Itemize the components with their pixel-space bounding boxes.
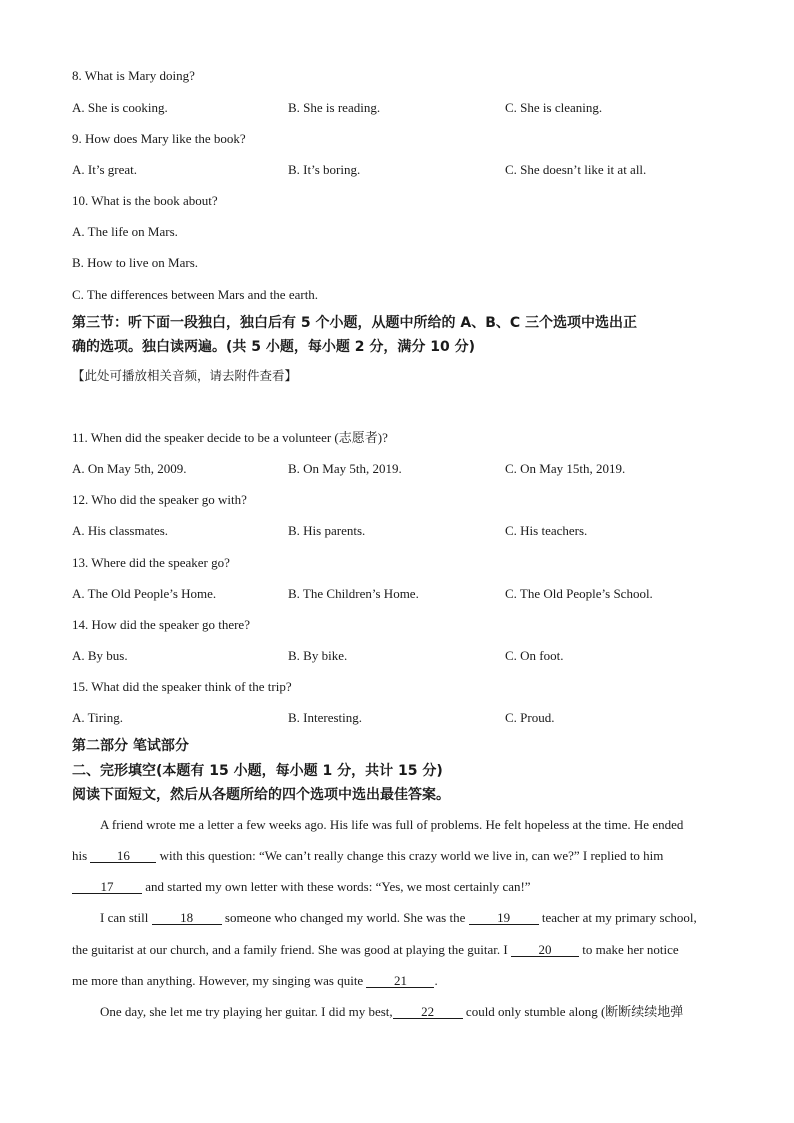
q11-option-a: A. On May 5th, 2009. xyxy=(72,461,187,476)
blank-22: 22 xyxy=(393,1005,463,1019)
q8-option-b: B. She is reading. xyxy=(288,100,381,115)
q14-option-a: A. By bus. xyxy=(72,648,128,663)
q8-option-c: C. She is cleaning. xyxy=(505,100,603,115)
passage-text: and started my own letter with these words: “Yes, we most certainly can!” xyxy=(145,879,531,894)
question-9: 9. How does Mary like the book? xyxy=(72,131,246,146)
passage-text: I can still xyxy=(100,910,149,925)
passage-text: . xyxy=(434,973,438,988)
blank-16: 16 xyxy=(90,849,156,863)
part2-title: 第二部分 笔试部分 xyxy=(72,738,189,754)
passage-text: could only stumble along (断断续续地弹 xyxy=(465,1004,684,1019)
q15-option-c: C. Proud. xyxy=(505,710,555,725)
q14-option-c: C. On foot. xyxy=(505,648,564,663)
blank-17: 17 xyxy=(72,880,142,894)
q10-option-c: C. The differences between Mars and the earth. xyxy=(72,287,319,302)
question-14: 14. How did the speaker go there? xyxy=(72,617,250,632)
q13-option-c: C. The Old People’s School. xyxy=(505,586,653,601)
q14-option-b: B. By bike. xyxy=(288,648,348,663)
blank-19: 19 xyxy=(469,911,539,925)
section3-heading-line1: 第三节：听下面一段独白，独白后有 5 个小题，从题中所给的 A、B、C 三个选项中选出正 xyxy=(72,315,638,331)
passage-text: with this question: “We can’t really change this crazy world we live in, can we?” I replied to him xyxy=(159,848,664,863)
question-10: 10. What is the book about? xyxy=(72,193,218,208)
passage-text: to make her notice xyxy=(582,942,679,957)
q12-option-c: C. His teachers. xyxy=(505,523,588,538)
passage-text: One day, she let me try playing her guitar. I did my best, xyxy=(100,1004,393,1019)
question-13: 13. Where did the speaker go? xyxy=(72,555,230,570)
blank-18: 18 xyxy=(152,911,222,925)
q9-option-a: A. It’s great. xyxy=(72,162,137,177)
q11-option-c: C. On May 15th, 2019. xyxy=(505,461,626,476)
q10-option-a: A. The life on Mars. xyxy=(72,224,178,239)
passage-text: his xyxy=(72,848,88,863)
q13-option-b: B. The Children’s Home. xyxy=(288,586,419,601)
blank-20: 20 xyxy=(511,943,579,957)
passage-line xyxy=(100,910,722,926)
question-8: 8. What is Mary doing? xyxy=(72,68,195,83)
passage-line xyxy=(72,942,722,958)
cloze-title: 二、完形填空(本题有 15 小题，每小题 1 分，共计 15 分) xyxy=(72,763,443,779)
passage-line xyxy=(100,1004,722,1020)
q12-option-b: B. His parents. xyxy=(288,523,366,538)
audio-note: 【此处可播放相关音频，请去附件查看】 xyxy=(72,368,298,383)
passage-text: teacher at my primary school, xyxy=(541,910,697,925)
q15-option-a: A. Tiring. xyxy=(72,710,123,725)
q11-option-b: B. On May 5th, 2019. xyxy=(288,461,402,476)
passage-text: the guitarist at our church, and a family friend. She was good at playing the guitar. I xyxy=(72,942,508,957)
question-11: 11. When did the speaker decide to be a volunteer (志愿者)? xyxy=(72,430,388,445)
passage-text: me more than anything. However, my singing was quite xyxy=(72,973,364,988)
passage-line: A friend wrote me a letter a few weeks ago. His life was full of problems. He felt hopeless at the time. He ended xyxy=(100,817,684,832)
question-15: 15. What did the speaker think of the trip? xyxy=(72,679,292,694)
q8-option-a: A. She is cooking. xyxy=(72,100,168,115)
section3-heading-line2: 确的选项。独白读两遍。(共 5 小题，每小题 2 分，满分 10 分) xyxy=(72,339,476,355)
passage-line xyxy=(72,973,722,989)
q15-option-b: B. Interesting. xyxy=(288,710,363,725)
blank-21: 21 xyxy=(366,974,434,988)
passage-text: someone who changed my world. She was the xyxy=(224,910,466,925)
q10-option-b: B. How to live on Mars. xyxy=(72,255,199,270)
passage-line xyxy=(72,848,722,864)
question-12: 12. Who did the speaker go with? xyxy=(72,492,247,507)
q9-option-b: B. It’s boring. xyxy=(288,162,361,177)
q9-option-c: C. She doesn’t like it at all. xyxy=(505,162,647,177)
q12-option-a: A. His classmates. xyxy=(72,523,169,538)
q13-option-a: A. The Old People’s Home. xyxy=(72,586,217,601)
passage-line xyxy=(72,879,722,895)
cloze-instruction: 阅读下面短文，然后从各题所给的四个选项中选出最佳答案。 xyxy=(72,787,450,803)
